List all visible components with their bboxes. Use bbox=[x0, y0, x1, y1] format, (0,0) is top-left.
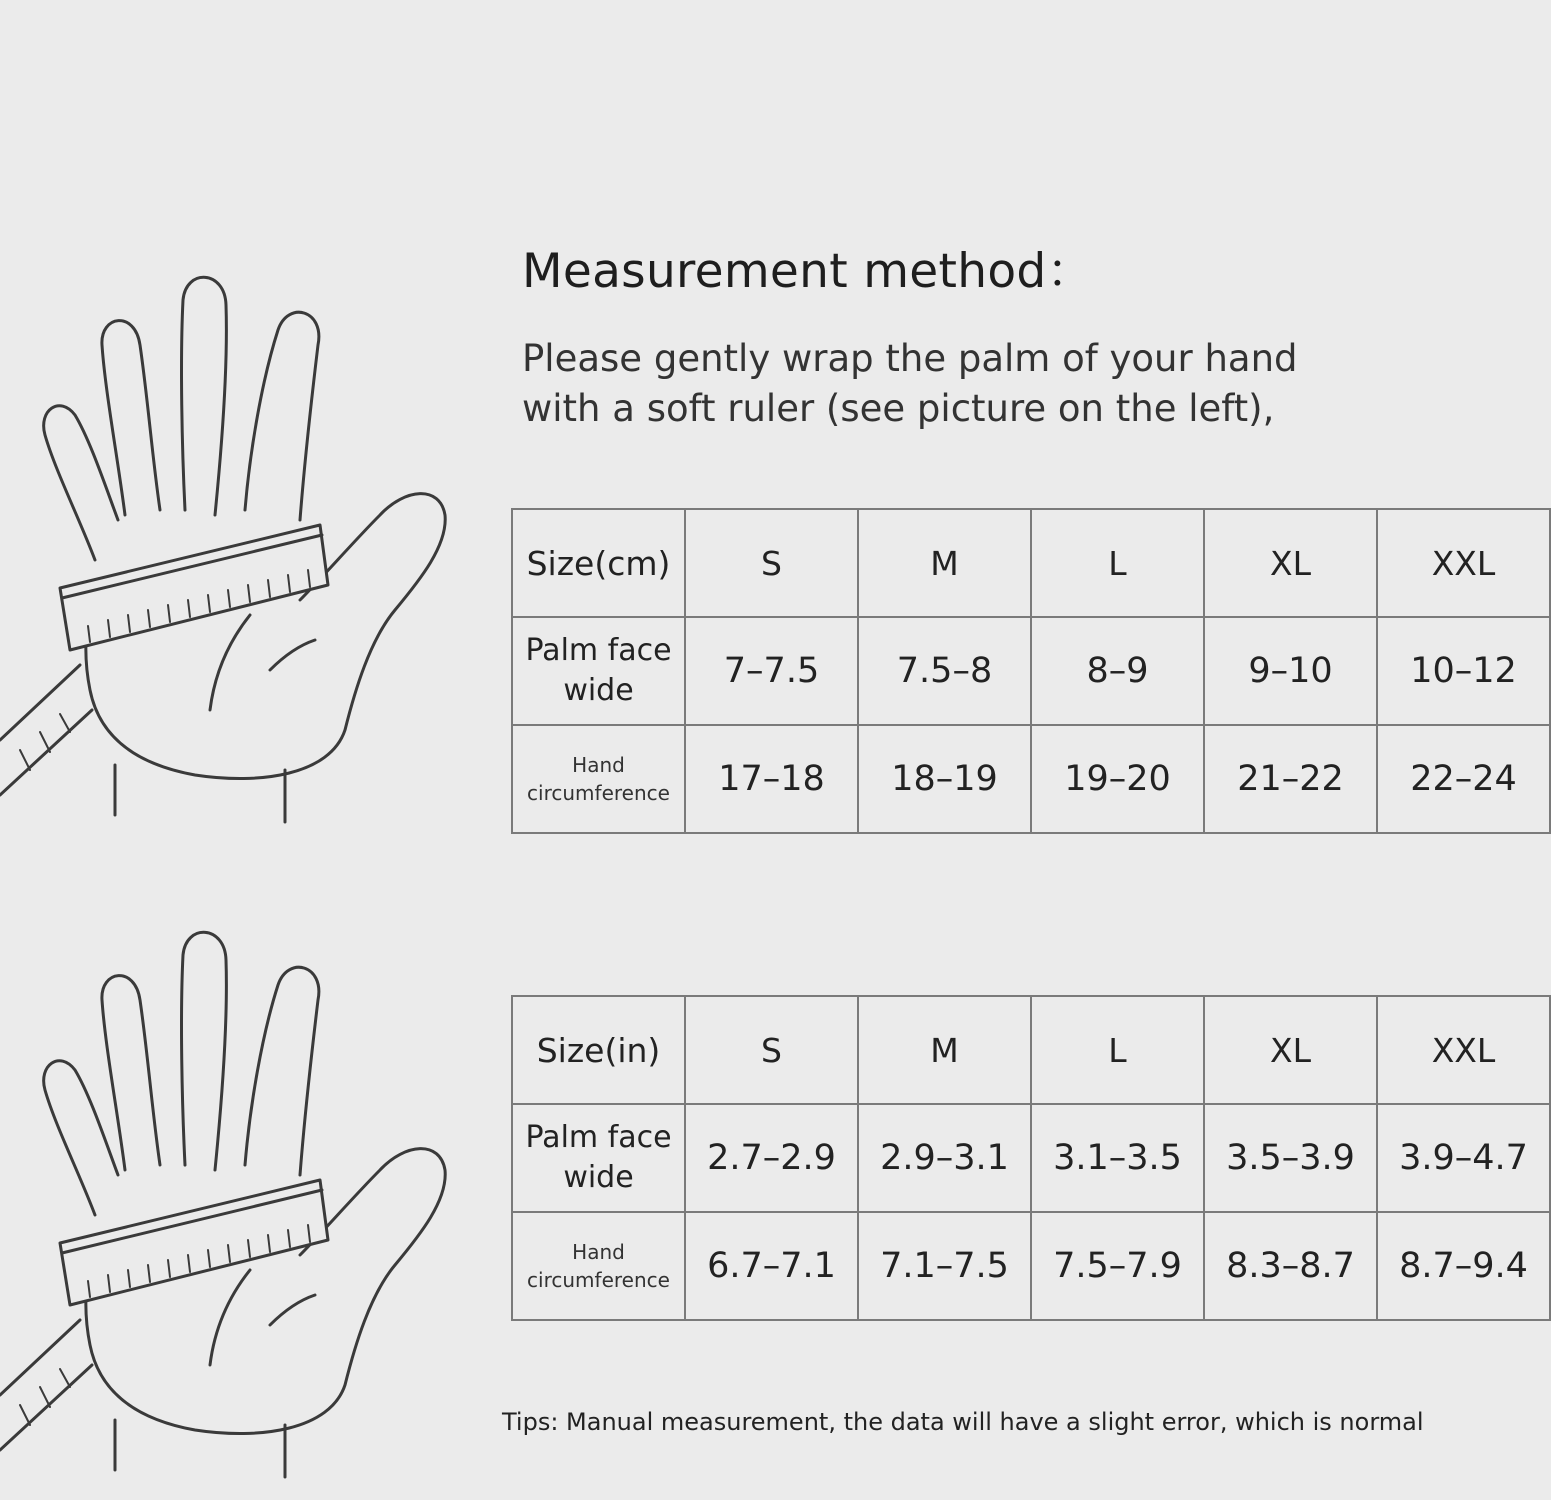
table-header-cell: XL bbox=[1204, 996, 1377, 1104]
page-title: Measurement method： bbox=[522, 244, 1094, 299]
table-header-cell: S bbox=[685, 509, 858, 617]
size-table-cm bbox=[511, 508, 1551, 834]
table-header-cell: XXL bbox=[1377, 509, 1550, 617]
table-cell: 8.3–8.7 bbox=[1204, 1212, 1377, 1320]
hand-measuring-tape-icon bbox=[0, 270, 470, 830]
row-label-line: Hand bbox=[572, 753, 625, 777]
size-table-in bbox=[511, 995, 1551, 1321]
row-label-line: circumference bbox=[527, 1268, 670, 1292]
table-cell: 2.7–2.9 bbox=[685, 1104, 858, 1212]
table-header-cell: L bbox=[1031, 996, 1204, 1104]
table-cell: 9–10 bbox=[1204, 617, 1377, 725]
hand-measuring-tape-icon bbox=[0, 925, 470, 1485]
table-cell: 19–20 bbox=[1031, 725, 1204, 833]
table-header-row bbox=[512, 996, 1550, 1104]
table-cell: 2.9–3.1 bbox=[858, 1104, 1031, 1212]
table-row bbox=[512, 725, 1550, 833]
table-header-cell: M bbox=[858, 509, 1031, 617]
row-label-line: circumference bbox=[527, 781, 670, 805]
table-row bbox=[512, 1104, 1550, 1212]
table-cell: 7–7.5 bbox=[685, 617, 858, 725]
table-header-row bbox=[512, 509, 1550, 617]
table-row bbox=[512, 1212, 1550, 1320]
table-header-cell: S bbox=[685, 996, 858, 1104]
table-cell: 3.1–3.5 bbox=[1031, 1104, 1204, 1212]
table-cell: 8.7–9.4 bbox=[1377, 1212, 1550, 1320]
table-header-cell: XL bbox=[1204, 509, 1377, 617]
instructions-line: Please gently wrap the palm of your hand bbox=[522, 337, 1298, 380]
table-header-cell: L bbox=[1031, 509, 1204, 617]
row-label-line: Hand bbox=[572, 1240, 625, 1264]
table-cell: 17–18 bbox=[685, 725, 858, 833]
table-row bbox=[512, 617, 1550, 725]
row-label-line: wide bbox=[563, 1160, 634, 1195]
row-label-palm bbox=[512, 617, 685, 725]
table-cell: 3.5–3.9 bbox=[1204, 1104, 1377, 1212]
tips-text: Tips: Manual measurement, the data will have a slight error, which is normal bbox=[502, 1408, 1424, 1436]
instructions-line: with a soft ruler (see picture on the left), bbox=[522, 387, 1275, 430]
table-cell: 8–9 bbox=[1031, 617, 1204, 725]
table-cell: 6.7–7.1 bbox=[685, 1212, 858, 1320]
table-cell: 7.5–7.9 bbox=[1031, 1212, 1204, 1320]
row-label-hand bbox=[512, 1212, 685, 1320]
table-cell: 22–24 bbox=[1377, 725, 1550, 833]
row-label-line: wide bbox=[563, 673, 634, 708]
table-cell: 10–12 bbox=[1377, 617, 1550, 725]
table-cell: 7.1–7.5 bbox=[858, 1212, 1031, 1320]
row-label-hand bbox=[512, 725, 685, 833]
instructions-text bbox=[522, 334, 1422, 434]
table-header-cell: Size(cm) bbox=[512, 509, 685, 617]
table-header-cell: Size(in) bbox=[512, 996, 685, 1104]
table-header-cell: M bbox=[858, 996, 1031, 1104]
row-label-palm bbox=[512, 1104, 685, 1212]
table-header-cell: XXL bbox=[1377, 996, 1550, 1104]
table-cell: 21–22 bbox=[1204, 725, 1377, 833]
table-cell: 18–19 bbox=[858, 725, 1031, 833]
table-cell: 3.9–4.7 bbox=[1377, 1104, 1550, 1212]
row-label-line: Palm face bbox=[525, 633, 672, 668]
table-cell: 7.5–8 bbox=[858, 617, 1031, 725]
row-label-line: Palm face bbox=[525, 1120, 672, 1155]
